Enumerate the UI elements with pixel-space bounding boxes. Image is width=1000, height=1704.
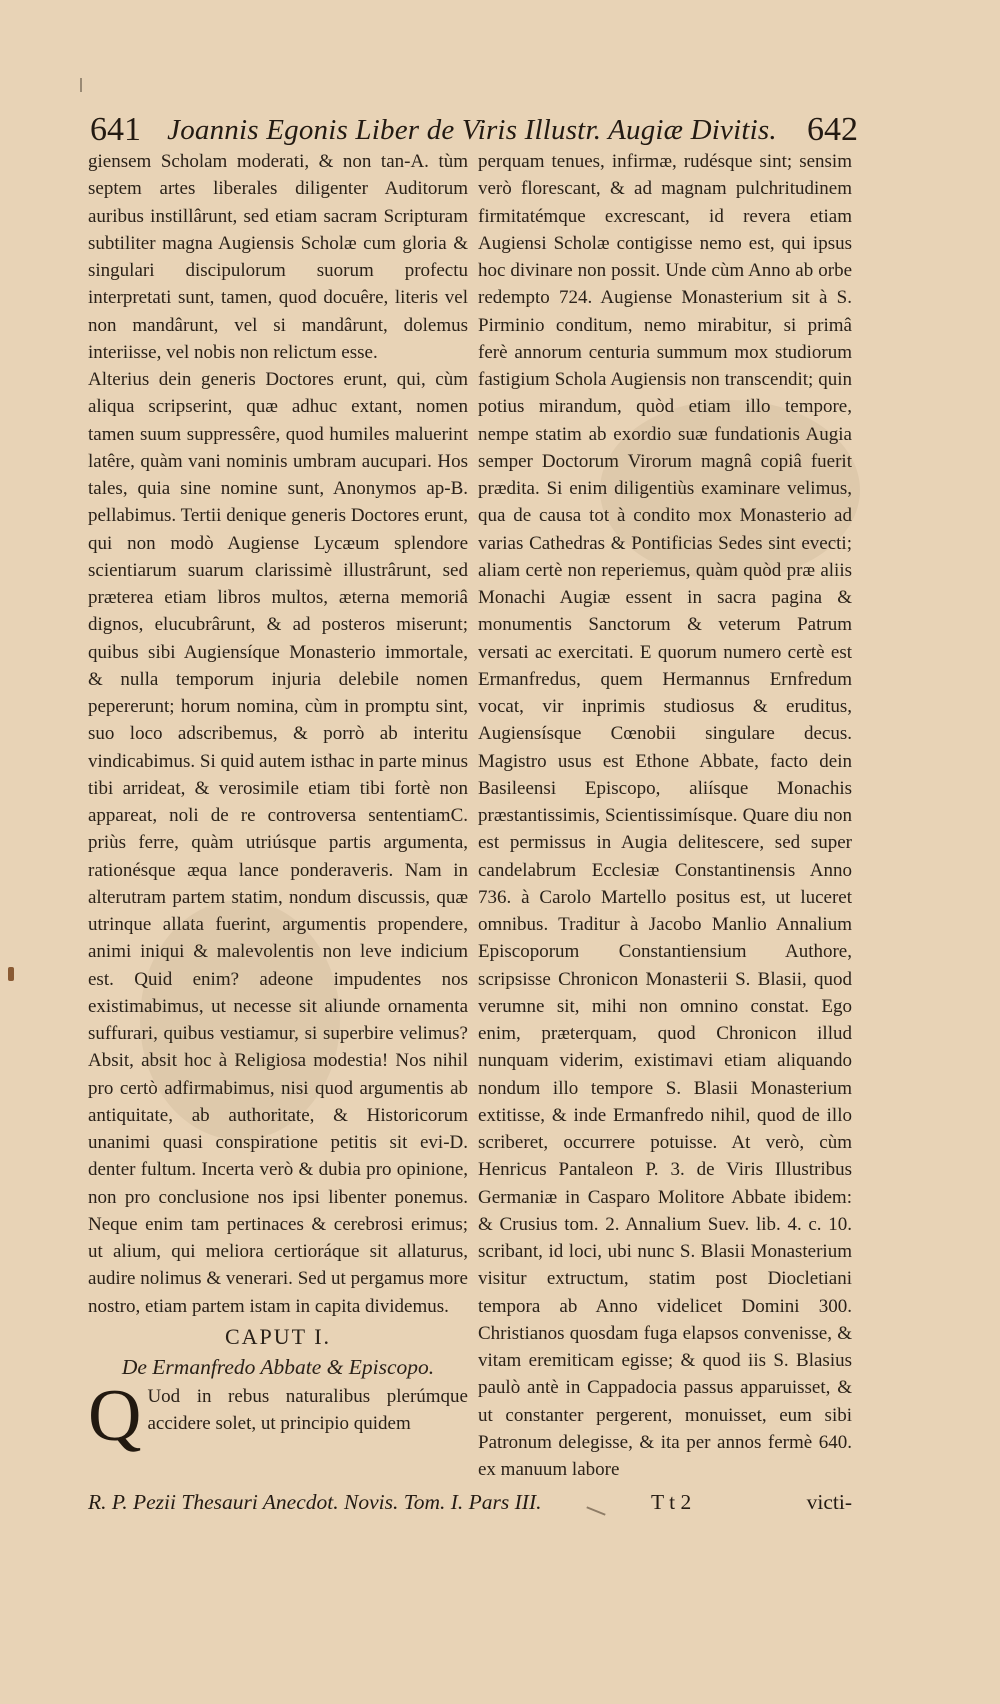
left-paragraph-3 xyxy=(88,1374,468,1457)
left-paragraph-3-text: Uod in rebus naturalibus plerúmque accidere solet, ut principio quidem xyxy=(147,1385,468,1434)
right-column xyxy=(478,148,852,1483)
margin-mark xyxy=(80,78,82,92)
drop-cap: Q xyxy=(88,1374,142,1457)
page-number-right: 642 xyxy=(807,111,858,148)
left-column xyxy=(88,148,468,1457)
running-head xyxy=(86,110,858,150)
edge-mark xyxy=(8,967,14,981)
signature-line: R. P. Pezii Thesauri Anecdot. Novis. Tom. I. Pars III. xyxy=(88,1490,542,1514)
catchword: victi- xyxy=(806,1490,852,1514)
running-title: Joannis Egonis Liber de Viris Illustr. Augiæ Divitis. xyxy=(167,114,777,146)
left-paragraph-2: Alterius dein generis Doctores erunt, qui, cùm aliqua scripserint, quæ adhuc extant, nomen tamen suum suppressêre, quod humiles maluerint latêre, quàm vani nominis umbram aucupari. Hos tales, quia sine nomine sunt, Anonymos ap-B. pellabimus. Tertii denique generis Doctores erunt, qui non modò Augiense Lycæum splendore scientiarum suarum clarissimè illustrârunt, sed præterea etiam libros multos, æterna memoriâ dignos, elucubrârunt, & ad posteros miserunt; quibus sibi Augiensíque Monasterio immortale, & nulla temporum injuria delebile nomen pepererunt; horum nomina, cùm in promptu sint, suo loco adscribemus, & porrò ab interitu vindicabimus. Si quid autem isthac in parte minus tibi arrideat, & verosimile etiam tibi fortè non appareat, noli de re controversa sententiamC. priùs ferre, quàm utriúsque partis argumenta, rationésque æqua lance ponderaveris. Nam in alterutram partem statim, nondum discussis, quæ utrinque allata fuerint, argumentis propendere, animi iniqui & malevolentis non leve indicium est. Quid enim? adeone impudentes nos existimabimus, ut necesse sit aliunde ornamenta suffurari, quibus vestiamur, si superbire velimus? Absit, absit hoc à Religiosa modestia! Nos nihil pro certò adfirmabimus, nisi quod argumentis ab antiquitate, ab authoritate, & Historicorum unanimi quasi conspiratione petitis sit evi-D. denter fultum. Incerta verò & dubia pro opinione, non pro conclusione nos ipsi libenter ponemus. Neque enim tam pertinaces & cerebrosi erimus; ut alium, qui meliora certioráque sit allaturus, audire nolimus & venerari. Sed ut pergamus more nostro, etiam partem istam in capita dividemus. xyxy=(88,369,468,1317)
right-paragraph: perquam tenues, infirmæ, rudésque sint; sensim verò florescant, & ad magnam pulchritudinem firmitatémque excrescant, id revera etiam Augiensi Scholæ contigisse nemo est, qui ipsus hoc divinare non possit. Unde cùm Anno ab orbe redempto 724. Augiense Monasterium sit à S. Pirminio conditum, nemo mirabitur, si primâ ferè annorum centuria summum mox studiorum fastigium Schola Augiensis non transcendit; quin potius mirandum, quòd etiam illo tempore, nempe statim ab exordio suæ fundationis Augia semper Doctorum Virorum magnâ copiâ fuerit prædita. Si enim diligentiùs examinare velimus, qua de causa tot à condito mox Monasterio ad varias Cathedras & Pontificias Sedes sint evecti; aliam certè non reperiemus, quàm quòd præ aliis Monachi Augiæ essent in sacra pagina & monumentis Sanctorum & veterum Patrum versati ac exercitati. E quorum numero certè est Ermanfredus, quem Hermannus Ernfredum vocat, vir inprimis studiosus & eruditus, Augiensísque Cœnobii singulare decus. Magistro usus est Ethone Abbate, facto dein Basileensi Episcopo, aliísque Monachis præstantissimis, Scientissimísque. Quare diu non est permissus in Augia delitescere, sed super candelabrum Ecclesiæ Constantinensis Anno 736. à Carolo Martello positus est, ut luceret omnibus. Traditur à Jacobo Manlio Annalium Episcoporum Constantiensium Authore, scripsisse Chronicon Monasterii S. Blasii, quod verumne sit, mihi non omnino constat. Ego enim, præterquam, quod Chronicon illud nunquam viderim, existimavi etiam aliquando nondum illo tempore S. Blasii Monasterium extitisse, & inde Ermanfredo nihil, quod de illo scriberet, occurrere potuisse. At verò, cùm Henricus Pantaleon P. 3. de Viris Illustribus Germaniæ in Casparo Molitore Abbate ibidem: & Crusius tom. 2. Annalium Suev. lib. 4. c. 10. scribant, id loci, ubi nunc S. Blasii Monasterium visitur extructum, statim post Diocletiani tempora ab Anno videlicet Domini 300. Christianos quosdam fuga elapsos convenisse, & vitam eremiticam egisse; & quod iis S. Blasius paulò antè in Cappadocia passus apparuisset, & ut constanter pergerent, monuisset, eum sibi Patronum delegisse, & ita per annos fermè 640. ex manuum labore xyxy=(478,151,852,1480)
chapter-subtitle: De Ermanfredo Abbate & Episcopo. xyxy=(121,1354,435,1379)
signature-mark: T t 2 xyxy=(651,1490,692,1514)
chapter-title: CAPUT I. xyxy=(224,1323,332,1349)
left-paragraph-1: giensem Scholam moderati, & non tan-A. tùm septem artes liberales diligenter Auditorum auribus instillârunt, sed etiam sacram Scripturam subtiliter magna Augiensis Scholæ cum gloria & singulari discipulorum suorum profectu interpretati sunt, tamen, quod docuêre, literis vel non mandârunt, vel si mandârunt, dolemus interiisse, vel nobis non relictum esse. xyxy=(88,151,468,363)
page-number-left: 641 xyxy=(90,111,141,148)
page-footer xyxy=(88,1490,852,1522)
